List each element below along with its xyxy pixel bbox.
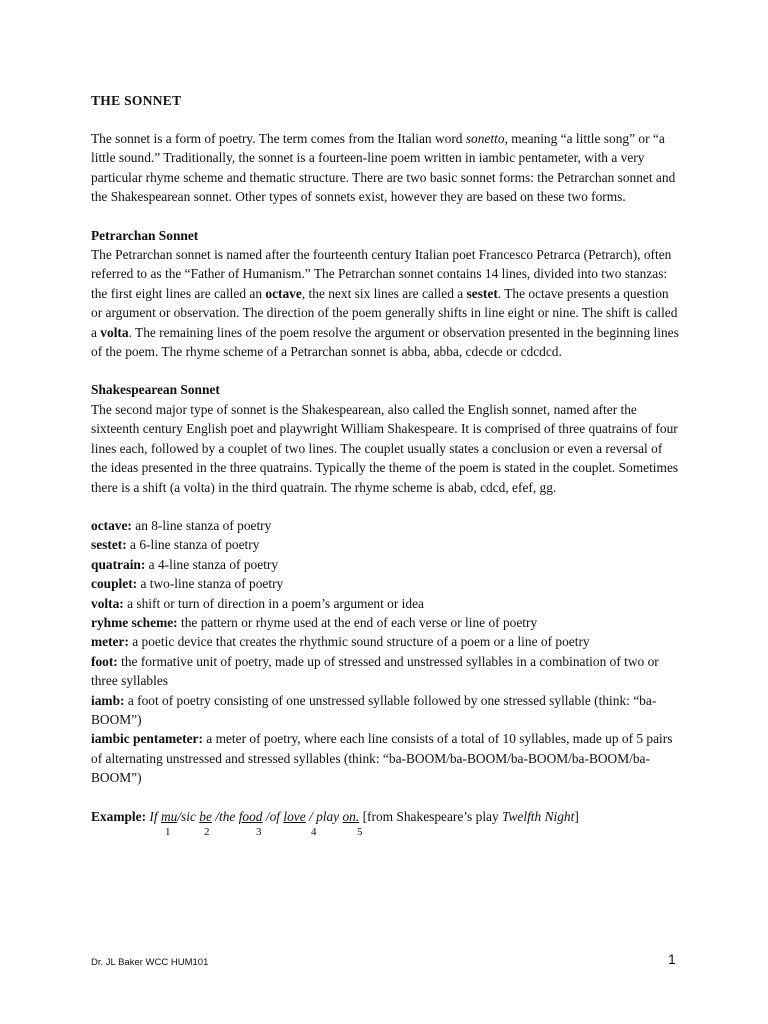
foot-number: 1 [165,825,171,838]
example-verse: If mu/sic be /the food /of love / play on. [149,808,360,824]
octave-term: octave [265,285,302,301]
definition-item: sestet: a 6-line stanza of poetry [91,537,260,553]
definition-item: iamb: a foot of poetry consisting of one unstressed syllable followed by one stressed syllable (think: “ba-BOOM”) [91,692,657,727]
example-label: Example: [91,808,147,824]
petrarchan-paragraph: The Petrarchan sonnet is named after the fourteenth century Italian poet Francesco Petrarca (Petrarch), often referred to as the “Father of Humanism.” The Petrarchan sonnet contains 14 lines, divided into two stanzas: the first eight lines are called an octave, the next six lines are called a sestet. The octave presents a question or argument or observation. The direction of the poem generally shifts in line eight or nine. The shift is called a volta. The remaining lines of the poem resolve the argument or observation presented in the beginning lines of the poem. The rhyme scheme of a Petrarchan sonnet is abba, abba, cdecde or cdcdcd. [91,247,679,360]
foot-number: 3 [256,825,262,838]
foot-number: 2 [204,825,210,838]
definition-item: quatrain: a 4-line stanza of poetry [91,556,279,572]
foot-number: 4 [311,825,317,838]
definition-item: ryhme scheme: the pattern or rhyme used at the end of each verse or line of poetry [91,614,538,630]
foot-number: 5 [357,825,363,838]
shakespearean-heading: Shakespearean Sonnet [91,382,220,398]
definitions-list [91,516,681,788]
page-title: THE SONNET [91,93,182,108]
shakespearean-paragraph: The second major type of sonnet is the Shakespearean, also called the English sonnet, named after the sixteenth century English poet and playwright William Shakespeare. It is comprised of three quatrains of four lines each, followed by a couplet of two lines. The couplet usually states a conclusion or even a reversal of the ideas presented in the three quatrains. Typically the theme of the poem is stated in the couplet. Sometimes there is a shift (a volta) in the third quatrain. The rhyme scheme is abab, cdcd, efef, gg. [91,401,679,495]
foot-numbers [91,826,681,842]
sestet-term: sestet [466,285,498,301]
definition-item: octave: an 8-line stanza of poetry [91,517,272,533]
play-title: Twelfth Night [502,808,575,824]
definition-item: foot: the formative unit of poetry, made up of stressed and unstressed syllables in a combination of two or three syllables [91,653,659,689]
definition-item: volta: a shift or turn of direction in a poem’s argument or idea [91,595,424,611]
example-line: Example: If mu/sic be /the food /of love / play on. [from Shakespeare’s play Twelfth Night] [91,808,579,824]
definition-item: meter: a poetic device that creates the rhythmic sound structure of a poem or a line of poetry [91,634,590,650]
definition-item: iambic pentameter: a meter of poetry, where each line consists of a total of 10 syllables, made up of 5 pairs of alternating unstressed and stressed syllables (think: “ba-BOOM/ba-BOOM/ba-BOOM/ba-BOOM/ba-BOOM”) [91,731,673,786]
document-page [91,93,681,842]
footer-author: Dr. JL Baker WCC HUM101 [91,957,209,968]
volta-term: volta [100,324,129,340]
sonetto-word: sonetto [465,131,505,146]
petrarchan-heading: Petrarchan Sonnet [91,227,199,243]
page-number: 1 [668,951,676,967]
intro-paragraph: The sonnet is a form of poetry. The term comes from the Italian word sonetto, meaning “a little song” or “a little sound.” Traditionally, the sonnet is a fourteen-line poem written in iambic pentameter, with a very particular rhyme scheme and thematic structure. There are two basic sonnet forms: the Petrarchan sonnet and the Shakespearean sonnet. Other types of sonnets exist, however they are based on these two forms. [91,131,676,205]
definition-item: couplet: a two-line stanza of poetry [91,576,284,592]
